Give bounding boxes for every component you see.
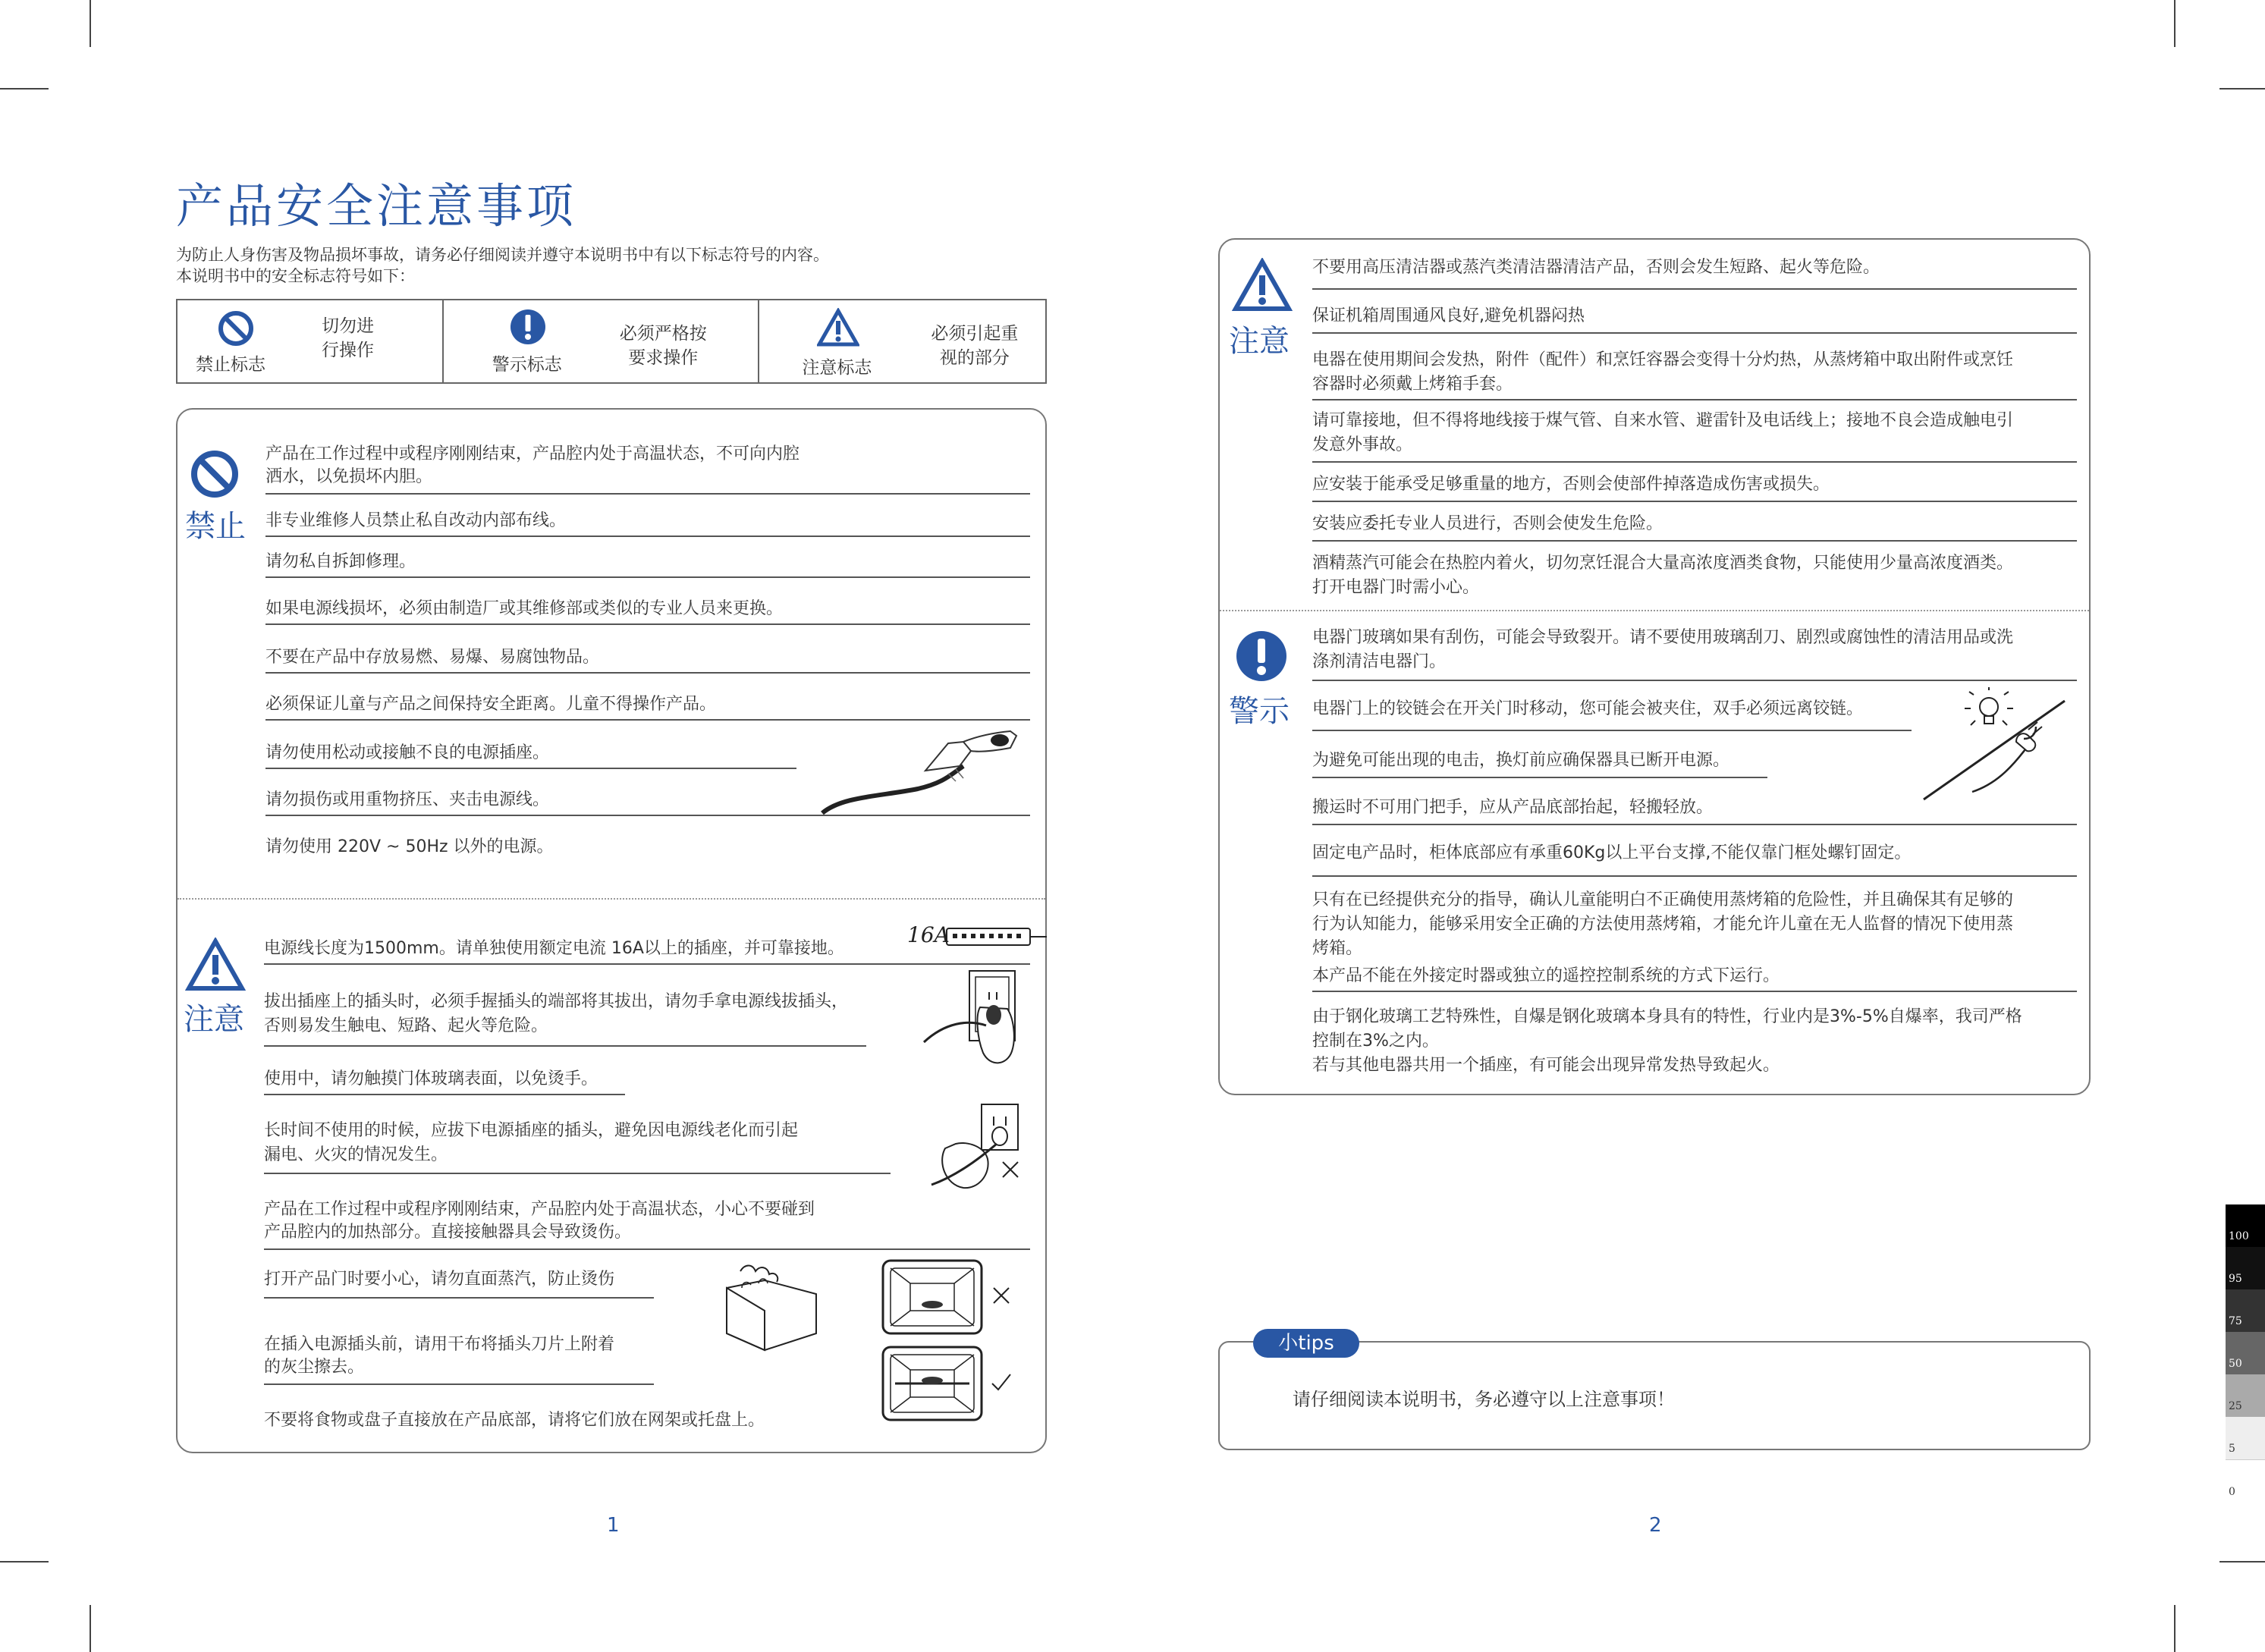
plug-cord-illustration xyxy=(812,721,1039,819)
divider xyxy=(264,1297,654,1299)
divider xyxy=(1312,399,2077,400)
prohibit-label: 禁止 xyxy=(185,509,246,544)
divider xyxy=(264,1173,891,1174)
warning-item: 固定电产品时，柜体底部应有承重60Kg以上平台支撑,不能仅靠门框处螺钉固定。 xyxy=(1312,843,1912,862)
prohibit-icon xyxy=(217,309,255,347)
divider xyxy=(1312,875,2077,877)
socket-rating-label: 16A xyxy=(907,922,950,947)
divider xyxy=(1312,288,2077,290)
warning-item: 本产品不能在外接定时器或独立的遥控控制系统的方式下运行。 xyxy=(1312,966,1780,985)
divider xyxy=(264,1248,1030,1250)
warning-item: 电器门上的铰链会在开关门时移动，您可能会被夹住，双手必须远离铰链。 xyxy=(1312,699,1864,718)
legend-label: 禁止标志 xyxy=(196,355,265,375)
caution-label: 注意 xyxy=(1229,324,1290,359)
divider xyxy=(264,1045,866,1047)
prohibit-item: 产品在工作过程中或程序刚刚结束，产品腔内处于高温状态，不可向内腔 xyxy=(265,444,800,463)
tips-text: 请仔细阅读本说明书，务必遵守以上注意事项！ xyxy=(1293,1389,1675,1410)
crop-mark xyxy=(2174,0,2175,47)
exclamation-icon xyxy=(1235,630,1288,683)
warning-triangle-icon xyxy=(817,308,859,347)
divider xyxy=(265,535,1030,537)
warning-item: 烤箱。 xyxy=(1312,939,1363,958)
prohibit-item: 请勿使用松动或接触不良的电源插座。 xyxy=(265,743,550,762)
page-number: 2 xyxy=(1649,1514,1662,1537)
divider xyxy=(265,768,796,769)
symbol-legend xyxy=(176,299,1047,384)
divider xyxy=(1312,540,2077,542)
exclamation-icon xyxy=(509,308,547,346)
color-swatch: 50 xyxy=(2226,1332,2265,1374)
caution-item: 应安装于能承受足够重量的地方，否则会使部件掉落造成伤害或损失。 xyxy=(1312,475,1830,494)
bulb-unplug-illustration xyxy=(1919,686,2071,807)
color-swatch: 100 xyxy=(2226,1204,2265,1247)
crop-mark xyxy=(90,1605,91,1652)
power-strip-icon xyxy=(945,924,1048,951)
caution-item: 电源线长度为1500mm。请单独使用额定电流 16A以上的插座，并可靠接地。 xyxy=(264,939,844,958)
caution-item: 电器在使用期间会发热，附件（配件）和烹饪容器会变得十分灼热，从蒸烤箱中取出附件或烹饪 xyxy=(1312,350,2014,369)
crop-mark xyxy=(2219,1561,2265,1562)
crop-mark xyxy=(90,0,91,47)
legend-desc: 必须严格按 要求操作 xyxy=(619,324,707,368)
divider xyxy=(265,623,1030,625)
legend-warning xyxy=(444,300,760,382)
caution-item: 安装应委托专业人员进行，否则会使发生危险。 xyxy=(1312,514,1663,533)
oven-tray-wrong-illustration xyxy=(880,1258,1016,1336)
caution-item: 请可靠接地，但不得将地线接于煤气管、自来水管、避雷针及电话线上；接地不良会造成触电引 xyxy=(1312,411,2014,430)
intro-text: 为防止人身伤害及物品损坏事故，请务必仔细阅读并遵守本说明书中有以下标志符号的内容。 本说明书中的安全标志符号如下： xyxy=(176,246,829,285)
warning-triangle-icon xyxy=(185,937,246,992)
warning-item: 为避免可能出现的电击，换灯前应确保器具已断开电源。 xyxy=(1312,751,1730,770)
steam-oven-open-illustration xyxy=(719,1258,825,1356)
page-number: 1 xyxy=(607,1514,620,1537)
divider xyxy=(1312,991,2077,992)
divider xyxy=(265,576,1030,578)
prohibit-item: 洒水，以免损坏内胆。 xyxy=(265,467,433,486)
caution-item: 酒精蒸汽可能会在热腔内着火，切勿烹饪混合大量高浓度酒类食物，只能使用少量高浓度酒类。 xyxy=(1312,554,2014,573)
legend-label: 注意标志 xyxy=(802,358,872,378)
color-swatch: 25 xyxy=(2226,1374,2265,1417)
caution-item: 漏电、火灾的情况发生。 xyxy=(264,1145,448,1164)
hand-pull-plug-illustration xyxy=(922,969,1036,1076)
caution-item: 产品腔内的加热部分。直接接触器具会导致烫伤。 xyxy=(264,1223,632,1242)
caution-item: 不要将食物或盘子直接放在产品底部，请将它们放在网架或托盘上。 xyxy=(264,1411,765,1430)
caution-item: 拔出插座上的插头时，必须手握插头的端部将其拔出，请勿手拿电源线拔插头， xyxy=(264,992,849,1011)
color-swatch: 95 xyxy=(2226,1247,2265,1289)
crop-mark xyxy=(2219,88,2265,90)
tips-tag: 小tips xyxy=(1253,1329,1359,1358)
divider xyxy=(1312,730,1912,731)
crop-mark xyxy=(0,88,49,90)
warning-item: 只有在已经提供充分的指导，确认儿童能明白不正确使用蒸烤箱的危险性，并且确保其有足够的 xyxy=(1312,890,2014,909)
caution-item: 容器时必须戴上烤箱手套。 xyxy=(1312,375,1513,394)
caution-item: 不要用高压清洁器或蒸汽类清洁器清洁产品，否则会发生短路、起火等危险。 xyxy=(1312,258,1880,277)
prohibit-item: 请勿损伤或用重物挤压、夹击电源线。 xyxy=(265,790,550,809)
color-swatch: 75 xyxy=(2226,1289,2265,1332)
prohibit-item: 不要在产品中存放易燃、易爆、易腐蚀物品。 xyxy=(265,648,600,667)
prohibit-item: 必须保证儿童与产品之间保持安全距离。儿童不得操作产品。 xyxy=(265,695,717,714)
color-swatch: 5 xyxy=(2226,1417,2265,1459)
warning-label: 警示 xyxy=(1229,694,1290,729)
warning-item: 搬运时不可用门把手，应从产品底部抬起，轻搬轻放。 xyxy=(1312,798,1714,817)
caution-item: 使用中，请勿触摸门体玻璃表面，以免烫手。 xyxy=(264,1069,598,1088)
crop-mark xyxy=(2174,1605,2175,1652)
divider xyxy=(1312,777,1767,778)
caution-item: 发意外事故。 xyxy=(1312,435,1413,454)
divider xyxy=(264,1383,654,1385)
warning-item: 控制在3%之内。 xyxy=(1312,1032,1439,1051)
divider xyxy=(1312,501,2077,502)
divider xyxy=(264,1094,625,1095)
caution-item: 产品在工作过程中或程序刚刚结束，产品腔内处于高温状态，小心不要碰到 xyxy=(264,1200,815,1219)
legend-desc: 切勿进 行操作 xyxy=(322,316,374,360)
warning-triangle-icon xyxy=(1232,258,1293,312)
warning-item: 涤剂清洁电器门。 xyxy=(1312,652,1447,671)
divider xyxy=(1312,332,2077,334)
caution-label: 注意 xyxy=(184,1002,244,1037)
divider xyxy=(264,963,1030,965)
caution-item: 在插入电源插头前，请用干布将插头刀片上附着 xyxy=(264,1335,615,1354)
divider xyxy=(265,493,1030,495)
prohibit-item: 非专业维修人员禁止私自改动内部布线。 xyxy=(265,511,567,530)
prohibit-icon xyxy=(190,449,240,499)
legend-label: 警示标志 xyxy=(492,355,562,375)
divider xyxy=(1312,824,2077,825)
divider xyxy=(265,672,1030,674)
legend-caution xyxy=(759,300,1045,382)
caution-item: 打开产品门时要小心，请勿直面蒸汽，防止烫伤 xyxy=(264,1270,615,1289)
oven-tray-correct-illustration xyxy=(880,1344,1016,1423)
warning-item: 行为认知能力，能够采用安全正确的方法使用蒸烤箱，才能允许儿童在无人监督的情况下使用蒸 xyxy=(1312,915,2014,934)
legend-desc: 必须引起重 视的部分 xyxy=(931,324,1019,368)
caution-item: 打开电器门时需小心。 xyxy=(1312,578,1480,597)
warning-item: 电器门玻璃如果有刮伤，可能会导致裂开。请不要使用玻璃刮刀、剧烈或腐蚀性的清洁用品或洗 xyxy=(1312,628,2014,647)
warning-item: 若与其他电器共用一个插座，有可能会出现异常发热导致起火。 xyxy=(1312,1056,1780,1075)
divider xyxy=(1312,680,2077,681)
caution-item: 保证机箱周围通风良好,避免机器闷热 xyxy=(1312,306,1585,325)
prohibit-item: 请勿私自拆卸修理。 xyxy=(265,552,416,571)
hand-pull-cord-illustration xyxy=(930,1101,1029,1208)
section-separator xyxy=(1220,610,2089,611)
page-title: 产品安全注意事项 xyxy=(176,178,577,234)
legend-prohibit xyxy=(177,300,444,382)
prohibit-item: 请勿使用 220V ~ 50Hz 以外的电源。 xyxy=(265,837,554,856)
crop-mark xyxy=(0,1561,49,1562)
prohibit-item: 如果电源线损坏，必须由制造厂或其维修部或类似的专业人员来更换。 xyxy=(265,599,784,618)
color-swatch: 0 xyxy=(2226,1459,2265,1503)
divider xyxy=(1312,461,2077,463)
caution-item: 否则易发生触电、短路、起火等危险。 xyxy=(264,1016,548,1035)
caution-item: 长时间不使用的时候，应拔下电源插座的插头，避免因电源线老化而引起 xyxy=(264,1121,799,1140)
warning-item: 由于钢化玻璃工艺特殊性，自爆是钢化玻璃本身具有的特性，行业内是3%-5%自爆率，我司严格 xyxy=(1312,1007,2022,1026)
caution-item: 的灰尘擦去。 xyxy=(264,1358,365,1377)
section-separator xyxy=(177,898,1045,900)
